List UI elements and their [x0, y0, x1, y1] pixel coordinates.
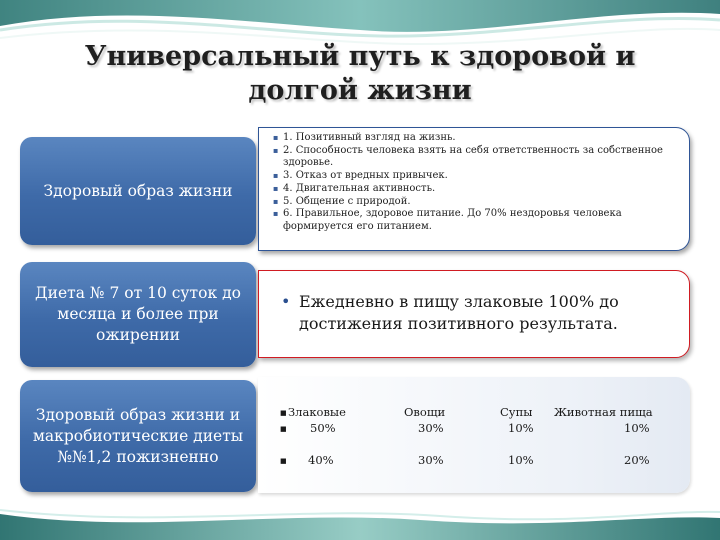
- table-cell: 50%: [310, 421, 336, 435]
- table-cell: 10%: [508, 421, 534, 435]
- bullet-icon: ■: [280, 409, 287, 417]
- bullet-icon: ■: [280, 457, 287, 465]
- table-cell: 20%: [624, 453, 650, 467]
- table-cell: 30%: [418, 421, 444, 435]
- diet-7-text: Ежедневно в пищу злаковые 100% до достижения позитивного результата.: [299, 292, 619, 333]
- label-box-diet-7: [20, 262, 256, 367]
- slide-title: [40, 40, 680, 108]
- header-cereals: Злаковые: [288, 405, 346, 419]
- title-line-1: Универсальный путь к здоровой и: [84, 41, 636, 72]
- diet-7-box: [258, 270, 690, 358]
- list-item: ▪ 6. Правильное, здоровое питание. До 70% нездоровья человека формируется его питанием.: [273, 208, 681, 233]
- proportions-box: [258, 377, 690, 493]
- label-text: Здоровый образ жизни и макробиотические диеты №№1,2 пожизненно: [32, 405, 244, 466]
- label-box-macrobiotic: [20, 380, 256, 492]
- list-item: ▪ 4. Двигательная активность.: [273, 183, 681, 196]
- table-cell: 10%: [508, 453, 534, 467]
- list-item: ▪ 5. Общение с природой.: [273, 196, 681, 209]
- title-line-2: долгой жизни: [248, 75, 472, 106]
- points-list: [273, 132, 681, 234]
- label-text: Диета № 7 от 10 суток до месяца и более при ожирении: [35, 284, 241, 344]
- diet-7-line: [281, 291, 675, 335]
- header-animal-food: Животная пища: [554, 405, 653, 419]
- list-item: ▪ 1. Позитивный взгляд на жизнь.: [273, 132, 681, 145]
- table-cell: 10%: [624, 421, 650, 435]
- bullet-icon: ■: [280, 425, 287, 433]
- label-box-healthy-lifestyle: [20, 137, 256, 245]
- header-soups: Супы: [500, 405, 533, 419]
- label-text: Здоровый образ жизни: [43, 181, 233, 200]
- points-box: [258, 127, 690, 251]
- header-vegetables: Овощи: [404, 405, 446, 419]
- bullet-icon: •: [281, 292, 291, 311]
- list-item: ▪ 2. Способность человека взять на себя ответственность за собственное здоровье.: [273, 145, 681, 170]
- table-cell: 30%: [418, 453, 444, 467]
- list-item: ▪ 3. Отказ от вредных привычек.: [273, 170, 681, 183]
- table-cell: 40%: [308, 453, 334, 467]
